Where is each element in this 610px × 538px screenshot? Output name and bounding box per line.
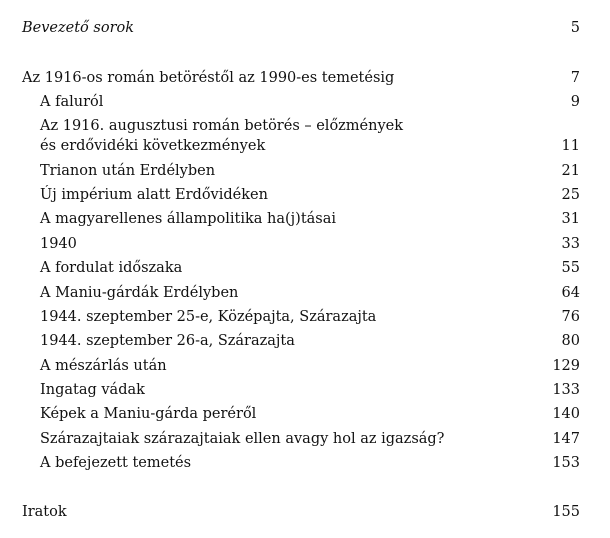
toc-entry-page: 21 [561,163,580,179]
toc-entry-title: Szárazajtaiak szárazajtaiak ellen avagy hol az igazság? [40,431,445,447]
toc-part-title: Az 1916-os román betöréstől az 1990-es temetésig [22,70,395,86]
toc-entry-page: 153 [552,455,580,471]
toc-entry-page: 133 [552,382,580,398]
toc-entry-page: 5 [570,20,580,36]
toc-entry-title: A faluról [40,94,104,110]
toc-part-page: 7 [570,70,580,86]
toc-entry-title: 1944. szeptember 26-a, Szárazajta [40,333,295,349]
toc-entry-title: A magyarellenes állampolitika ha(j)tásai [40,211,337,227]
toc-entry-title: Bevezető sorok [22,20,135,36]
toc-entry-page: 64 [561,285,580,301]
toc-entry-page: 25 [561,187,580,203]
toc-entry-title: Új impérium alatt Erdővidéken [40,187,268,203]
toc-entry-page: 55 [561,260,580,276]
toc-entry-title: A Maniu-gárdák Erdélyben [40,285,239,301]
toc-entry-page: 129 [552,358,580,374]
toc-entry-title: Trianon után Erdélyben [40,163,216,179]
toc-entry-page: 80 [561,333,580,349]
toc-entry-page: 76 [561,309,580,325]
toc-entry-title: 1944. szeptember 25-e, Középajta, Szárazajta [40,309,377,325]
toc-entry-title: A fordulat időszaka [40,260,183,276]
toc-entry-title: A befejezett temetés [40,455,192,471]
toc-entry-page: 147 [552,431,580,447]
toc-entry-title: Ingatag vádak [40,382,145,398]
toc-entry-title: Iratok [22,504,67,520]
toc-entry-page: 31 [561,211,580,227]
toc-entry-title-line1: Az 1916. augusztusi román betörés – előzmények [40,118,404,134]
toc-entry-title-line2: és erdővidéki következmények [40,138,266,154]
toc-entry-title: A mészárlás után [40,358,167,374]
toc-entry-title: Képek a Maniu-gárda peréről [40,406,257,422]
toc-entry-title: 1940 [40,236,77,252]
toc-entry-page: 155 [552,504,580,520]
toc-entry-page: 11 [561,138,580,154]
toc-entry-page: 140 [552,406,580,422]
toc-entry-page: 9 [570,94,580,110]
toc-entry-page: 33 [561,236,580,252]
